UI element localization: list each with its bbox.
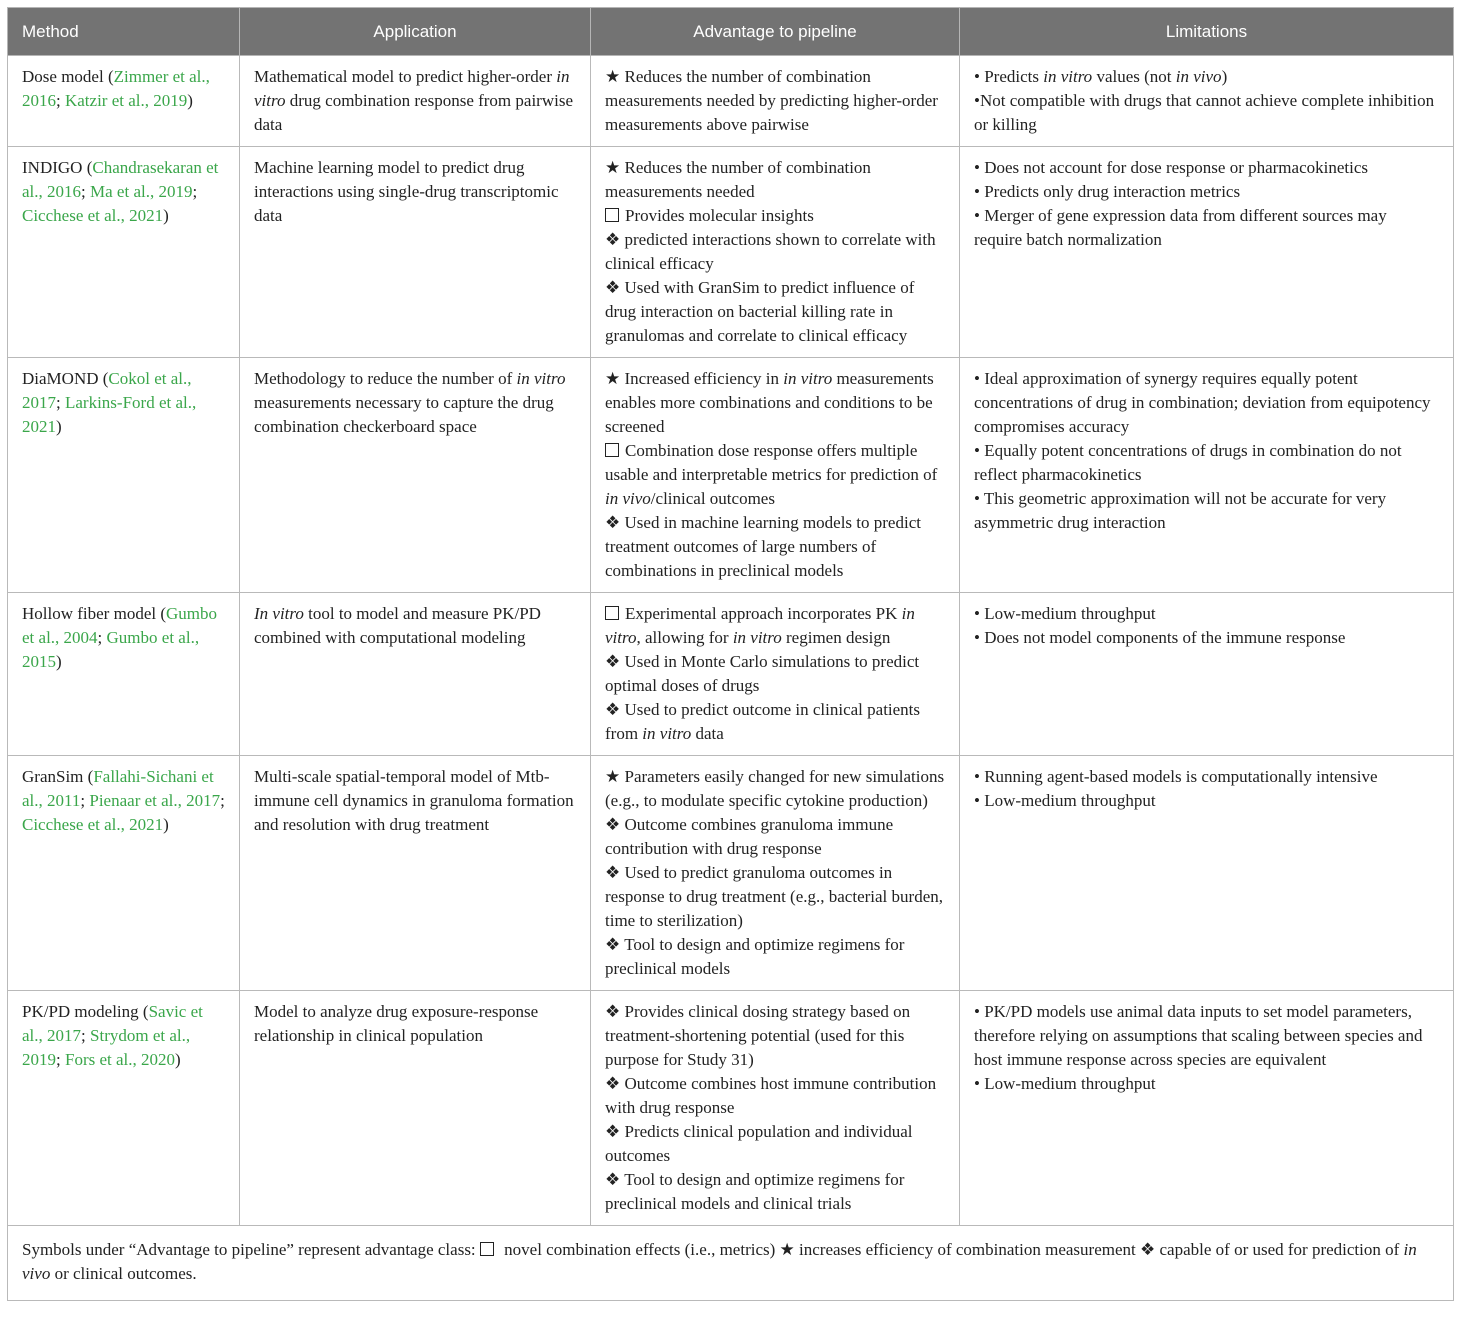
italic-term: in vitro [732,628,782,647]
citation-link[interactable]: Pienaar et al., 2017 [89,791,221,810]
advantage-item [605,1000,945,1072]
diamond-icon: ❖ [605,278,621,297]
text-segment: measurements necessary to capture the drug combination checkerboard space [254,393,554,436]
limitation-item [974,1000,1439,1072]
text-segment: Predicts clinical population and individual outcomes [605,1122,913,1165]
footnote-italic-term: in vivo [22,1240,1417,1283]
diamond-icon: ❖ [605,652,621,671]
text-segment: tool to model and measure PK/PD combined with computational modeling [254,604,541,647]
method-cell: Dose model (Zimmer et al., 2016; Katzir et al., 2019) [8,56,240,147]
method-name: PK/PD modeling [22,1002,139,1021]
method-cell: Hollow fiber model (Gumbo et al., 2004; Gumbo et al., 2015) [8,593,240,756]
text-segment: Used to predict granuloma outcomes in response to drug treatment (e.g., bacterial burden, time to sterilization) [605,863,943,930]
advantage-cell [591,56,960,147]
text-segment: Outcome combines host immune contribution with drug response [605,1074,937,1117]
application-cell [240,147,591,358]
star-icon: ★ [605,369,621,388]
text-segment: Increased efficiency in [624,369,784,388]
method-name: GranSim [22,767,84,786]
advantage-cell [591,147,960,358]
advantage-item [605,765,945,813]
advantage-item [605,602,945,650]
bullet-icon: • [974,791,985,810]
bullet-icon: • [974,767,985,786]
citation-link[interactable]: Strydom et al., 2019 [22,1026,191,1069]
advantage-item [605,933,945,981]
text-segment: Parameters easily changed for new simulations (e.g., to modulate specific cytokine production) [605,767,945,810]
advantage-item [605,204,945,228]
text-segment: Used in Monte Carlo simulations to predict optimal doses of drugs [605,652,920,695]
header-application: Application [240,8,591,56]
method-name: INDIGO [22,158,83,177]
diamond-icon: ❖ [605,1122,621,1141]
star-icon: ★ [605,158,621,177]
limitation-item [974,789,1439,813]
diamond-icon: ❖ [605,1074,621,1093]
advantage-item [605,861,945,933]
star-icon: ★ [605,67,621,86]
text-segment: predicted interactions shown to correlate with clinical efficacy [605,230,936,273]
header-limitations: Limitations [960,8,1454,56]
text-segment: data [691,724,724,743]
text-segment: Ideal approximation of synergy requires equally potent concentrations of drug in combination; deviation from equipotency compromises accuracy [974,369,1431,436]
diamond-icon: ❖ [605,1002,621,1021]
diamond-icon: ❖ [605,935,621,954]
text-segment: measurements enables more combinations and conditions to be screened [605,369,934,436]
limitations-cell [960,593,1454,756]
advantage-item [605,156,945,204]
text-segment: Machine learning model to predict drug interactions using single-drug transcriptomic data [254,158,559,225]
text-segment: Used to predict outcome in clinical patients from [605,700,921,743]
diamond-icon: ❖ [605,513,621,532]
advantage-item [605,1168,945,1216]
citation-link[interactable]: Fors et al., 2020 [64,1050,176,1069]
application-cell [240,756,591,991]
limitation-item [974,765,1439,789]
text-segment: Reduces the number of combination measurements needed [605,158,871,201]
text-segment: Tool to design and optimize regimens for preclinical models [605,935,905,978]
text-segment: Low-medium throughput [984,604,1156,623]
text-segment: Methodology to reduce the number of [254,369,517,388]
text-segment: Merger of gene expression data from different sources may require batch normalization [974,206,1387,249]
bullet-icon: • [974,182,985,201]
text-segment: Predicts [984,67,1044,86]
text-segment: Does not account for dose response or pharmacokinetics [984,158,1368,177]
text-segment: Equally potent concentrations of drugs in combination do not reflect pharmacokinetics [974,441,1402,484]
advantage-cell [591,593,960,756]
header-method: Method [8,8,240,56]
text-segment: Not compatible with drugs that cannot achieve complete inhibition or killing [974,91,1435,134]
method-cell: GranSim (Fallahi-Sichani et al., 2011; Pienaar et al., 2017; Cicchese et al., 2021) [8,756,240,991]
diamond-icon: ❖ [605,230,621,249]
text-segment: drug combination response from pairwise data [254,91,573,134]
limitation-item [974,180,1439,204]
method-cell: PK/PD modeling (Savic et al., 2017; Strydom et al., 2019; Fors et al., 2020) [8,991,240,1226]
limitation-item [974,367,1439,439]
limitation-item [974,156,1439,180]
header-row [8,8,1454,56]
italic-term: in vitro [642,724,692,743]
citation-link[interactable]: Cicchese et al., 2021 [22,815,164,834]
advantage-item [605,1072,945,1120]
application-cell [240,991,591,1226]
italic-term: in vivo [605,489,651,508]
bullet-icon: • [974,489,984,508]
application-cell [240,56,591,147]
checkbox-icon [605,443,619,457]
diamond-icon: ❖ [1140,1240,1156,1259]
limitation-item [974,89,1439,137]
text-segment: PK/PD models use animal data inputs to set model parameters, therefore relying on assumptions that scaling between species and host immune response across species are equivalent [974,1002,1423,1069]
text-segment: Model to analyze drug exposure-response relationship in clinical population [254,1002,539,1045]
italic-term: in vitro [1043,67,1093,86]
limitation-item [974,65,1439,89]
text-segment: Provides clinical dosing strategy based on treatment-shortening potential (used for this purpose for Study 31) [605,1002,911,1069]
limitations-cell [960,147,1454,358]
checkbox-icon [605,606,619,620]
table-row [8,593,1454,756]
limitation-item [974,439,1439,487]
italic-term: in vitro [254,67,570,110]
table-row [8,991,1454,1226]
table-row [8,756,1454,991]
advantage-item [605,65,945,137]
text-segment: This geometric approximation will not be accurate for very asymmetric drug interaction [974,489,1387,532]
text-segment: regimen design [781,628,891,647]
method-name: DiaMOND [22,369,99,388]
limitations-cell [960,56,1454,147]
footnote-star-text: increases efficiency of combination measurement [794,1240,1140,1259]
text-segment: /clinical outcomes [650,489,775,508]
bullet-icon: • [974,369,985,388]
citation-link[interactable]: Katzir et al., 2019 [64,91,188,110]
italic-term: in vitro [516,369,566,388]
bullet-icon: • [974,67,985,86]
application-cell [240,593,591,756]
footnote-row [8,1226,1454,1301]
citation-link[interactable]: Ma et al., 2019 [90,182,193,201]
bullet-icon: • [974,1002,985,1021]
advantage-item [605,650,945,698]
limitations-cell [960,991,1454,1226]
advantage-item [605,367,945,439]
text-segment: Combination dose response offers multiple usable and interpretable metrics for prediction of [605,441,938,484]
bullet-icon: • [974,91,980,110]
text-segment: Experimental approach incorporates PK [625,604,902,623]
citation-link[interactable]: Zimmer et al., 2016 [22,67,210,110]
application-cell [240,358,591,593]
bullet-icon: • [974,158,985,177]
citation-link[interactable]: Savic et al., 2017 [22,1002,203,1045]
italic-term: in vitro [783,369,833,388]
method-name: Dose model [22,67,104,86]
table-row [8,358,1454,593]
footnote-box-text: novel combination effects (i.e., metrics) [499,1240,780,1259]
citation-link[interactable]: Cicchese et al., 2021 [22,206,164,225]
advantage-cell [591,991,960,1226]
limitation-item [974,1072,1439,1096]
footnote-diamond-text: capable of or used for prediction of [1155,1240,1404,1259]
checkbox-icon [480,1242,494,1256]
method-cell: INDIGO (Chandrasekaran et al., 2016; Ma et al., 2019; Cicchese et al., 2021) [8,147,240,358]
advantage-item [605,698,945,746]
bullet-icon: • [974,441,985,460]
footnote-intro: Symbols under “Advantage to pipeline” represent advantage class: [22,1240,480,1259]
text-segment: Multi-scale spatial-temporal model of Mtb-immune cell dynamics in granuloma formation and resolution with drug treatment [254,767,574,834]
text-segment: Low-medium throughput [984,791,1156,810]
diamond-icon: ❖ [605,815,621,834]
star-icon: ★ [605,767,621,786]
header-advantage: Advantage to pipeline [591,8,960,56]
text-segment: Used with GranSim to predict influence of drug interaction on bacterial killing rate in granulomas and correlate to clinical efficacy [605,278,915,345]
text-segment: Low-medium throughput [984,1074,1156,1093]
text-segment: Provides molecular insights [625,206,814,225]
text-segment: Does not model components of the immune response [984,628,1346,647]
method-name: Hollow fiber model [22,604,157,623]
text-segment: Used in machine learning models to predict treatment outcomes of large numbers of combinations in preclinical models [605,513,921,580]
limitation-item [974,487,1439,535]
checkbox-icon [605,208,619,222]
footnote-end-text: or clinical outcomes. [50,1264,197,1283]
diamond-icon: ❖ [605,863,621,882]
table-row [8,147,1454,358]
limitation-item [974,626,1439,650]
limitations-cell [960,756,1454,991]
bullet-icon: • [974,1074,985,1093]
method-cell: DiaMOND (Cokol et al., 2017; Larkins-Ford et al., 2021) [8,358,240,593]
text-segment: Running agent-based models is computationally intensive [984,767,1378,786]
advantage-item [605,276,945,348]
citation-link[interactable]: Cokol et al., 2017 [22,369,192,412]
advantage-item [605,228,945,276]
text-segment: Reduces the number of combination measurements needed by predicting higher-order measurements above pairwise [605,67,938,134]
advantage-item [605,511,945,583]
citation-link[interactable]: Fallahi-Sichani et al., 2011 [22,767,214,810]
text-segment: , allowing for [636,628,733,647]
star-icon: ★ [779,1240,795,1259]
methods-table [7,7,1454,1301]
diamond-icon: ❖ [605,1170,621,1189]
bullet-icon: • [974,628,985,647]
text-segment: Tool to design and optimize regimens for preclinical models and clinical trials [605,1170,905,1213]
text-segment: ) [1221,67,1228,86]
limitation-item [974,602,1439,626]
italic-term: in vitro [605,604,915,647]
text-segment: values (not [1092,67,1176,86]
citation-link[interactable]: Chandrasekaran et al., 2016 [22,158,219,201]
diamond-icon: ❖ [605,700,621,719]
table-row [8,56,1454,147]
limitations-cell [960,358,1454,593]
text-segment: Predicts only drug interaction metrics [984,182,1241,201]
advantage-cell [591,756,960,991]
italic-term: in vivo [1175,67,1222,86]
footnote [8,1226,1454,1301]
limitation-item [974,204,1439,252]
citation-link[interactable]: Gumbo et al., 2004 [22,604,218,647]
italic-term: In vitro [254,604,304,623]
bullet-icon: • [974,604,985,623]
text-segment: Outcome combines granuloma immune contribution with drug response [605,815,894,858]
advantage-item [605,813,945,861]
advantage-item [605,1120,945,1168]
text-segment: Mathematical model to predict higher-order [254,67,557,86]
citation-link[interactable]: Larkins-Ford et al., 2021 [22,393,197,436]
citation-link[interactable]: Gumbo et al., 2015 [22,628,200,671]
advantage-cell [591,358,960,593]
bullet-icon: • [974,206,985,225]
advantage-item [605,439,945,511]
